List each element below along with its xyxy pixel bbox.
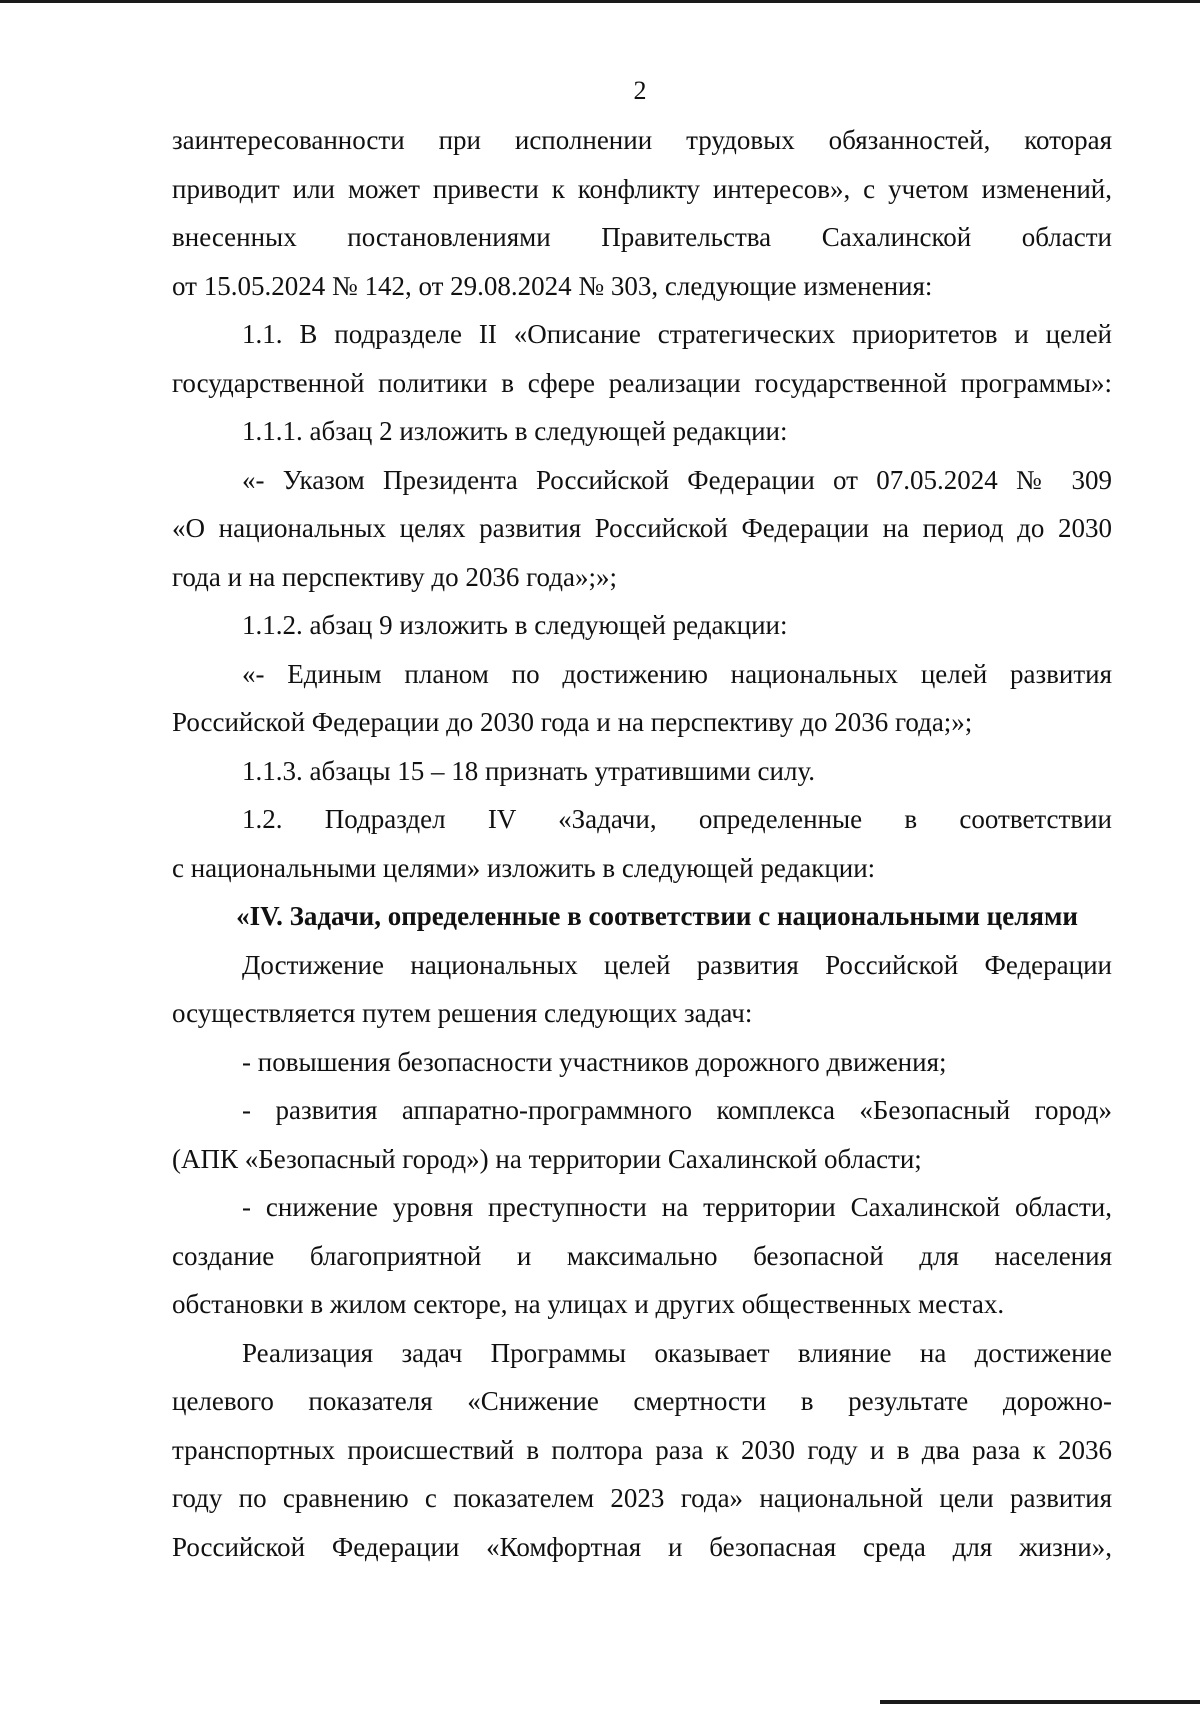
body-line: транспортных происшествий в полтора раза к 2030 году и в два раза к 2036 bbox=[172, 1434, 1112, 1465]
paragraph-first-line: Достижение национальных целей развития Российской Федерации bbox=[242, 949, 1112, 980]
list-item: - снижение уровня преступности на территории Сахалинской области, bbox=[242, 1192, 1112, 1222]
paragraph-first-line: 1.1.1. абзац 2 изложить в следующей редакции: bbox=[242, 416, 788, 446]
body-line: Российской Федерации «Комфортная и безопасная среда для жизни», bbox=[172, 1531, 1112, 1562]
document-body bbox=[172, 116, 1112, 1571]
bottom-edge-rule bbox=[880, 1700, 1200, 1704]
paragraph-first-line: Реализация задач Программы оказывает влияние на достижение bbox=[242, 1337, 1112, 1368]
section-heading: «IV. Задачи, определенные в соответствии с национальными целями bbox=[236, 901, 1078, 931]
paragraph-first-line: 1.2. Подраздел IV «Задачи, определенные в соответствии bbox=[242, 804, 1112, 834]
body-line: году по сравнению с показателем 2023 года» национальной цели развития bbox=[172, 1483, 1112, 1513]
body-line: внесенных постановлениями Правительства Сахалинской области bbox=[172, 222, 1112, 252]
body-line: заинтересованности при исполнении трудовых обязанностей, которая bbox=[172, 125, 1112, 155]
body-line: обстановки в жилом секторе, на улицах и других общественных местах. bbox=[172, 1289, 1005, 1319]
list-item: - повышения безопасности участников дорожного движения; bbox=[242, 1046, 947, 1077]
paragraph-first-line: «- Указом Президента Российской Федерации от 07.05.2024 № 309 bbox=[242, 464, 1112, 495]
page-number: 2 bbox=[633, 76, 647, 105]
body-line: целевого показателя «Снижение смертности в результате дорожно- bbox=[172, 1386, 1112, 1416]
body-line: от 15.05.2024 № 142, от 29.08.2024 № 303, следующие изменения: bbox=[172, 270, 933, 301]
top-edge-rule bbox=[0, 0, 1200, 3]
body-line: «О национальных целях развития Российской Федерации на период до 2030 bbox=[172, 513, 1112, 543]
body-line: года и на перспективу до 2036 года»;»; bbox=[172, 561, 617, 592]
body-line: государственной политики в сфере реализации государственной программы»: bbox=[172, 367, 1112, 398]
paragraph-first-line: 1.1. В подразделе II «Описание стратегических приоритетов и целей bbox=[242, 319, 1112, 349]
body-line: приводит или может привести к конфликту интересов», с учетом изменений, bbox=[172, 173, 1112, 204]
body-line: создание благоприятной и максимально безопасной для населения bbox=[172, 1240, 1112, 1271]
body-line: с национальными целями» изложить в следующей редакции: bbox=[172, 852, 876, 883]
paragraph-first-line: 1.1.2. абзац 9 изложить в следующей редакции: bbox=[242, 610, 788, 640]
paragraph-first-line: 1.1.3. абзацы 15 – 18 признать утратившими силу. bbox=[242, 755, 816, 786]
body-line: (АПК «Безопасный город») на территории Сахалинской области; bbox=[172, 1143, 922, 1174]
list-item: - развития аппаратно-программного комплекса «Безопасный город» bbox=[242, 1095, 1112, 1125]
body-line: Российской Федерации до 2030 года и на перспективу до 2036 года;»; bbox=[172, 707, 973, 737]
body-line: осуществляется путем решения следующих задач: bbox=[172, 998, 753, 1028]
paragraph-first-line: «- Единым планом по достижению национальных целей развития bbox=[242, 658, 1112, 689]
